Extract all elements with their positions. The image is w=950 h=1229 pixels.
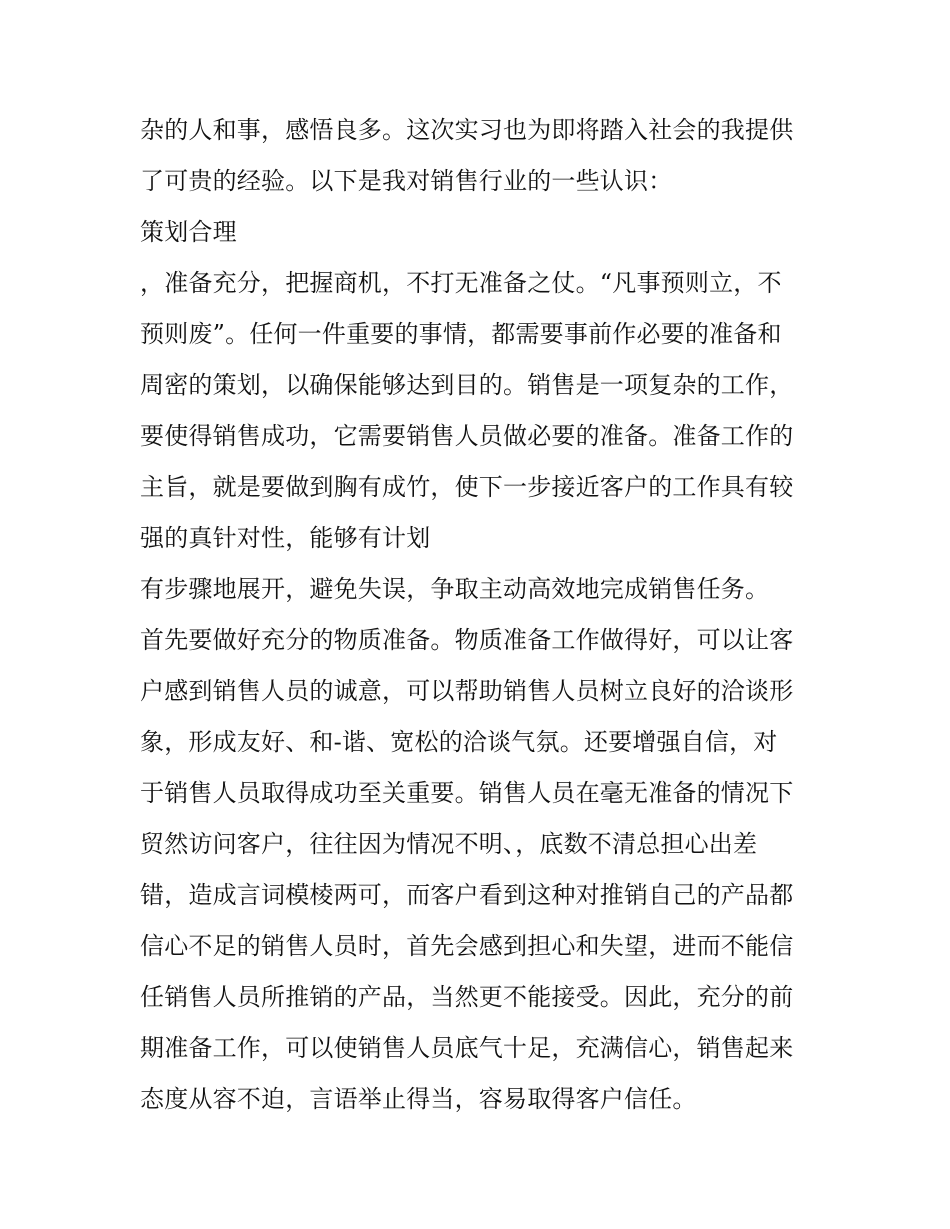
text-line-17: 信心不足的销售人员时，首先会感到担心和失望，进而不能信: [140, 932, 794, 960]
text-line-1: 杂的人和事，感悟良多。这次实习也为即将踏入社会的我提供: [140, 116, 794, 144]
text-line-11: 首先要做好充分的物质准备。物质准备工作做得好，可以让客: [140, 626, 794, 654]
body-text: [140, 108, 820, 1128]
text-line-15: 贸然访问客户，往往因为情况不明、，底数不清总担心出差: [140, 830, 758, 858]
text-line-4: ，准备充分，把握商机，不打无准备之仗。“凡事预则立，不: [140, 269, 782, 297]
text-line-20: 态度从容不迫，言语举止得当，容易取得客户信任。: [140, 1085, 697, 1113]
text-line-12: 户感到销售人员的诚意，可以帮助销售人员树立良好的洽谈形: [140, 677, 794, 705]
text-line-10: 有步骤地展开，避免失误，争取主动高效地完成销售任务。: [140, 575, 770, 603]
text-line-18: 任销售人员所推销的产品，当然更不能接受。因此，充分的前: [140, 983, 794, 1011]
text-line-3: 策划合理: [140, 218, 237, 246]
text-line-9: 强的真针对性，能够有计划: [140, 524, 431, 552]
text-line-16: 错，造成言词模棱两可，而客户看到这种对推销自己的产品都: [140, 881, 794, 909]
text-line-13: 象，形成友好、和-谐、宽松的洽谈气氛。还要增强自信，对: [140, 728, 778, 756]
text-line-7: 要使得销售成功，它需要销售人员做必要的准备。准备工作的: [140, 422, 794, 450]
text-line-5: 预则废”。任何一件重要的事情，都需要事前作必要的准备和: [140, 320, 782, 348]
text-line-2: 了可贵的经验。以下是我对销售行业的一些认识：: [140, 167, 673, 195]
text-line-19: 期准备工作，可以使销售人员底气十足，充满信心，销售起来: [140, 1034, 794, 1062]
text-line-6: 周密的策划，以确保能够达到目的。销售是一项复杂的工作，: [140, 371, 794, 399]
text-line-8: 主旨，就是要做到胸有成竹，使下一步接近客户的工作具有较: [140, 473, 794, 501]
text-line-14: 于销售人员取得成功至关重要。销售人员在毫无准备的情况下: [140, 779, 794, 807]
